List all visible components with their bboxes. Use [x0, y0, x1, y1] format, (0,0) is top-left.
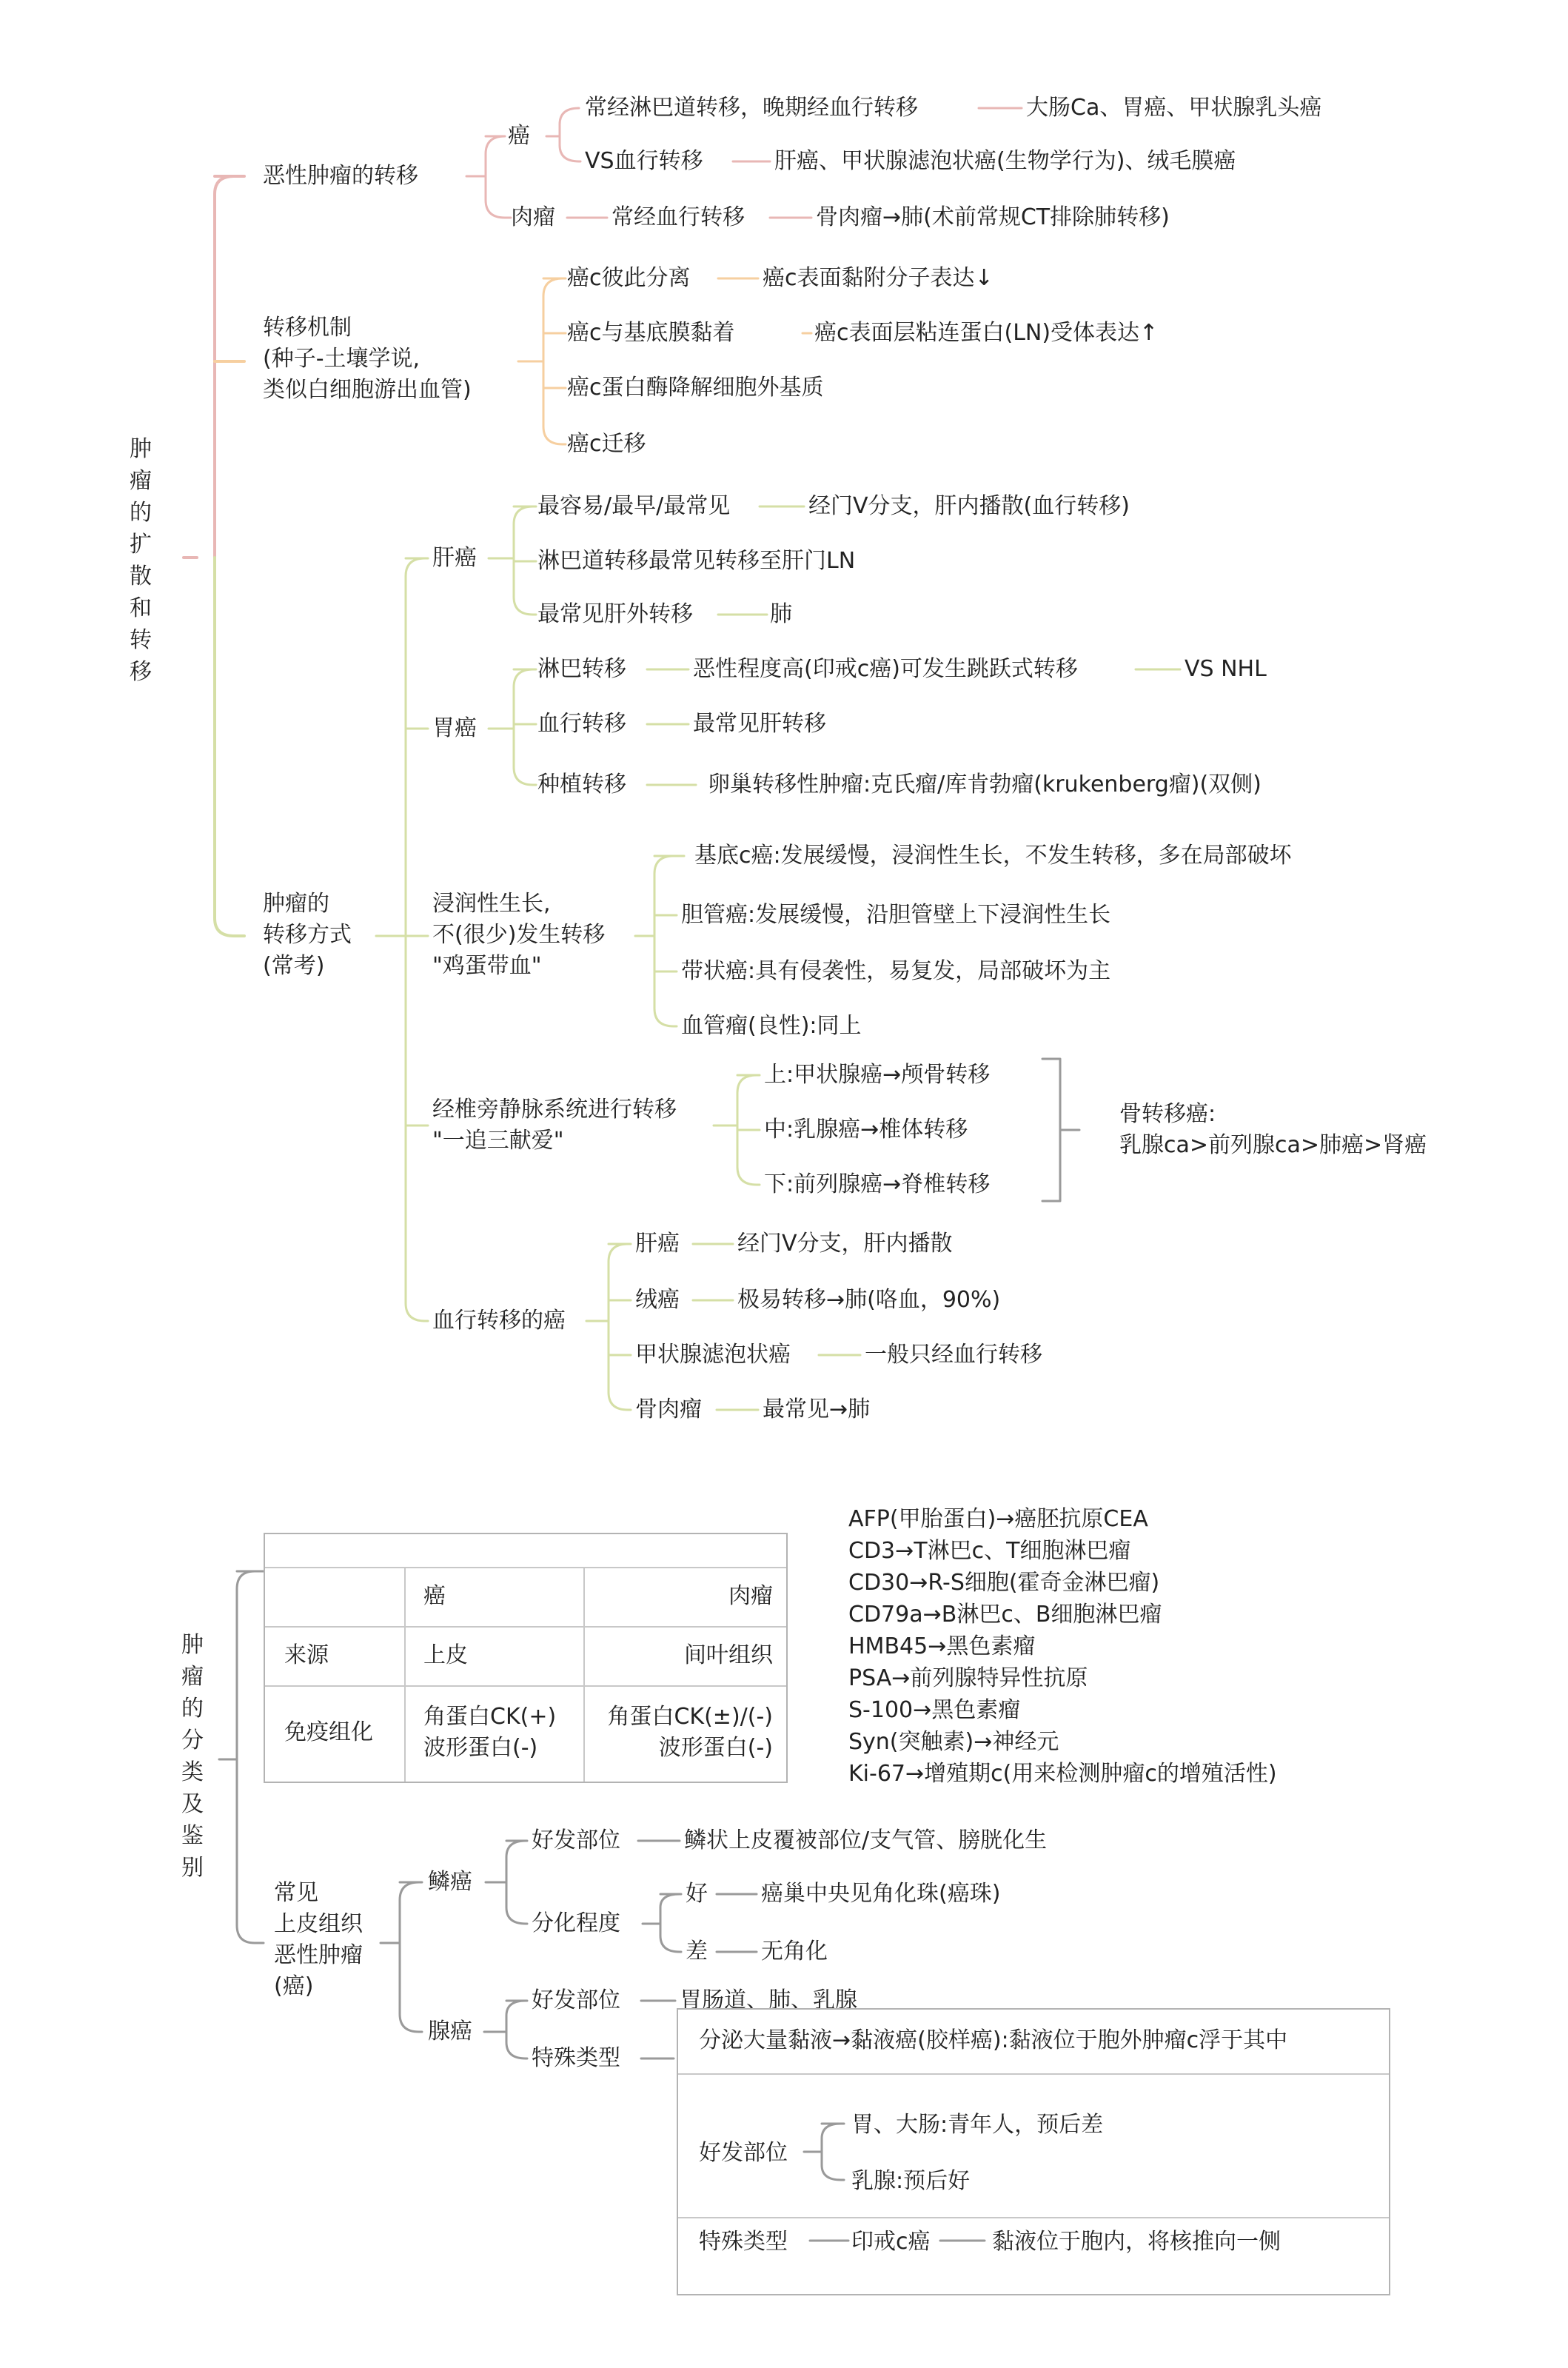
node-liver-extrahepatic-note: 肺 — [770, 601, 792, 627]
node-carcinoma-vs-blood-examples: 肝癌、甲状腺滤泡状癌(生物学行为)、绒毛膜癌 — [774, 148, 1236, 174]
root-title-spread: 肿瘤的扩散和转移 — [130, 436, 152, 685]
table-row-ihc-label: 免疫组化 — [284, 1719, 373, 1745]
node-adeno-site-note: 胃肠道、肺、乳腺 — [680, 1987, 857, 2013]
node-transfer-mode: 肿瘤的 转移方式 (常考) — [263, 891, 352, 979]
node-sarcoma-blood-example: 骨肉瘤→肺(术前常规CT排除肺转移) — [816, 204, 1170, 230]
node-blood-osteosarcoma: 骨肉瘤 — [635, 1397, 702, 1422]
node-squamous-diff: 分化程度 — [532, 1910, 620, 1936]
table-header-sarcoma: 肉瘤 — [728, 1583, 773, 1609]
root-title-classification: 肿瘤的分类及鉴别 — [181, 1632, 204, 1881]
special-mucinous: 分泌大量黏液→黏液癌(胶样癌):黏液位于胞外肿瘤c浮于其中 — [699, 2027, 1288, 2053]
node-mechanism: 转移机制 (种子-土壤学说, 类似白细胞游出血管) — [263, 315, 472, 403]
node-vertebral-venous: 经椎旁静脉系统进行转移 "一追三献爱" — [432, 1097, 677, 1154]
node-mechanism-adhesion: 癌c与基底膜黏着 — [567, 320, 735, 346]
node-adeno-site: 好发部位 — [532, 1987, 620, 2013]
node-sarcoma-blood: 常经血行转移 — [612, 204, 745, 230]
comparison-table — [264, 1533, 788, 1783]
special-site-gi: 胃、大肠:青年人，预后差 — [851, 2112, 1104, 2138]
node-diff-good: 好 — [686, 1881, 708, 1907]
node-epithelial-malignant: 常见 上皮组织 恶性肿瘤 (癌) — [274, 1880, 363, 1999]
node-blood-chorio-note: 极易转移→肺(咯血，90%) — [737, 1287, 1001, 1313]
node-diff-good-note: 癌巢中央见角化珠(癌珠) — [761, 1881, 1001, 1907]
node-bone-metastasis: 骨转移癌: 乳腺ca>前列腺ca>肺癌>肾癌 — [1119, 1101, 1427, 1158]
node-vertebral-middle: 中:乳腺癌→椎体转移 — [764, 1117, 968, 1143]
node-liver-cancer: 肝癌 — [432, 545, 477, 571]
node-carcinoma-lymph-examples: 大肠Ca、胃癌、甲状腺乳头癌 — [1026, 95, 1322, 121]
table-row-origin-sarcoma: 间叶组织 — [684, 1642, 773, 1668]
node-adeno-special: 特殊类型 — [532, 2045, 620, 2071]
node-carcinoma: 癌 — [508, 123, 530, 149]
node-gastric-lymph: 淋巴转移 — [537, 656, 626, 682]
node-gastric-implant: 种植转移 — [537, 772, 626, 797]
node-mechanism-separation: 癌c彼此分离 — [567, 265, 691, 291]
node-squamous: 鳞癌 — [428, 1869, 472, 1895]
node-malignant-transfer: 恶性肿瘤的转移 — [263, 163, 418, 189]
special-site: 好发部位 — [699, 2140, 788, 2166]
node-blood-chorio: 绒癌 — [635, 1287, 680, 1313]
node-blood-osteosarcoma-note: 最常见→肺 — [763, 1397, 871, 1422]
node-mechanism-migration: 癌c迁移 — [567, 431, 646, 457]
node-gastric-lymph-note: 恶性程度高(印戒c癌)可发生跳跃式转移 — [693, 656, 1078, 682]
marker-list: AFP(甲胎蛋白)→癌胚抗原CEA CD3→T淋巴c、T细胞淋巴瘤 CD30→R-S细胞(霍奇金淋巴瘤) CD79a→B淋巴c、B细胞淋巴瘤 HMB45→黑色素瘤 PSA→前列腺特异性抗原 S-100→黑色素瘤 Syn(突触素)→神经元 Ki-67→增殖期c(用来检测肿瘤c的增殖活性) — [848, 1506, 1277, 1787]
special-site-breast: 乳腺:预后好 — [851, 2168, 971, 2194]
node-blood-liver: 肝癌 — [635, 1231, 680, 1257]
node-liver-lymph: 淋巴道转移最常见转移至肝门LN — [537, 548, 856, 574]
node-blood-liver-note: 经门V分支，肝内播散 — [737, 1231, 953, 1257]
node-liver-extrahepatic: 最常见肝外转移 — [537, 601, 693, 627]
special-type: 特殊类型 — [699, 2229, 788, 2255]
node-mechanism-degradation: 癌c蛋白酶降解细胞外基质 — [567, 375, 824, 401]
node-liver-earliest-note: 经门V分支，肝内播散(血行转移) — [808, 493, 1130, 519]
special-types-panel — [677, 2008, 1390, 2295]
node-gastric-blood: 血行转移 — [537, 711, 626, 737]
node-blood-transfer-cancer: 血行转移的癌 — [432, 1308, 566, 1334]
node-sarcoma: 肉瘤 — [511, 204, 555, 230]
node-band-cancer: 带状癌:具有侵袭性，易复发，局部破坏为主 — [681, 958, 1111, 984]
node-vertebral-lower: 下:前列腺癌→脊椎转移 — [764, 1171, 991, 1197]
node-invasive-growth: 浸润性生长, 不(很少)发生转移 "鸡蛋带血" — [432, 891, 606, 979]
node-basal-cell: 基底c癌:发展缓慢，浸润性生长，不发生转移，多在局部破坏 — [694, 843, 1292, 869]
node-gastric-cancer: 胃癌 — [432, 715, 477, 741]
node-diff-poor-note: 无角化 — [761, 1939, 828, 1964]
node-squamous-site: 好发部位 — [532, 1827, 620, 1853]
node-gastric-blood-note: 最常见肝转移 — [693, 711, 826, 737]
table-header-carcinoma: 癌 — [423, 1583, 446, 1609]
node-bile-duct: 胆管癌:发展缓慢，沿胆管壁上下浸润性生长 — [681, 902, 1111, 928]
table-row-ihc-sarcoma: 角蛋白CK(±)/(-) 波形蛋白(-) — [607, 1704, 773, 1761]
table-row-origin-label: 来源 — [284, 1642, 329, 1668]
node-gastric-vs-nhl: VS NHL — [1185, 656, 1267, 682]
node-blood-thyroid-note: 一般只经血行转移 — [865, 1342, 1042, 1368]
node-blood-thyroid: 甲状腺滤泡状癌 — [635, 1342, 791, 1368]
node-vertebral-upper: 上:甲状腺癌→颅骨转移 — [764, 1062, 991, 1088]
node-diff-poor: 差 — [686, 1939, 708, 1964]
node-mechanism-adhesion-note: 癌c表面层粘连蛋白(LN)受体表达↑ — [814, 320, 1159, 346]
node-carcinoma-lymph: 常经淋巴道转移，晚期经血行转移 — [585, 95, 918, 121]
node-mechanism-separation-note: 癌c表面黏附分子表达↓ — [763, 265, 994, 291]
node-carcinoma-vs-blood: VS血行转移 — [585, 148, 703, 174]
special-signet-ring-note: 黏液位于胞内，将核推向一侧 — [992, 2229, 1281, 2255]
node-adenocarcinoma: 腺癌 — [428, 2019, 472, 2044]
node-liver-earliest: 最容易/最早/最常见 — [537, 493, 731, 519]
table-row-ihc-carcinoma: 角蛋白CK(+) 波形蛋白(-) — [423, 1704, 557, 1761]
node-hemangioma: 血管瘤(良性):同上 — [681, 1013, 862, 1039]
special-signet-ring: 印戒c癌 — [851, 2229, 931, 2255]
table-row-origin-carcinoma: 上皮 — [423, 1642, 468, 1668]
node-gastric-implant-note: 卵巢转移性肿瘤:克氏瘤/库肯勃瘤(krukenberg瘤)(双侧) — [708, 772, 1262, 797]
node-squamous-site-note: 鳞状上皮覆被部位/支气管、膀胱化生 — [684, 1827, 1048, 1853]
